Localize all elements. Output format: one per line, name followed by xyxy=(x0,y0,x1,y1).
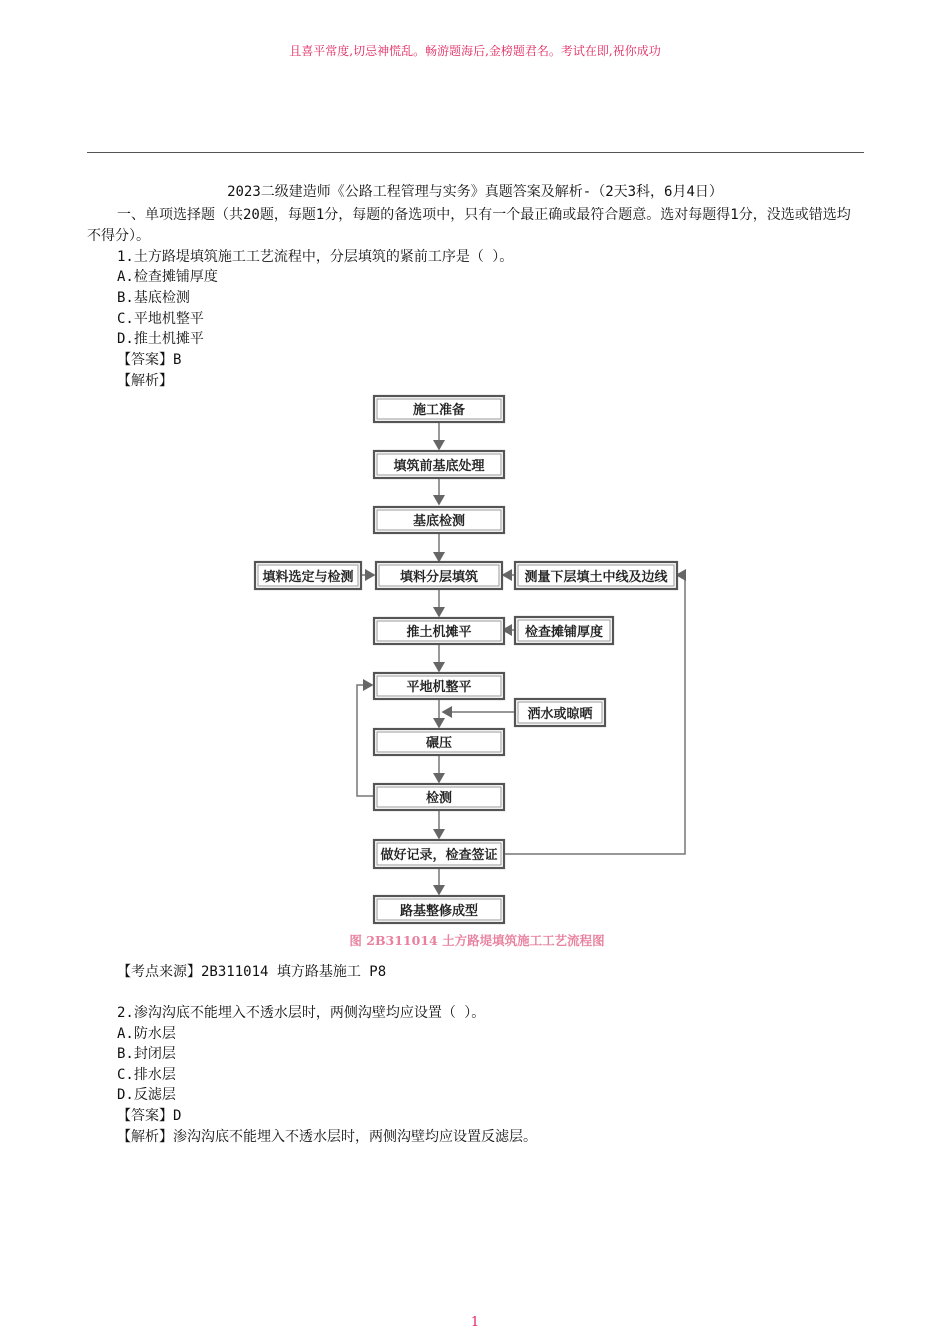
q1-option-a: A.检查摊铺厚度 xyxy=(117,269,218,285)
q1-option-c: C.平地机整平 xyxy=(117,311,204,327)
q2-stem: 2.渗沟沟底不能埋入不透水层时，两侧沟壁均应设置（ ）。 xyxy=(117,1005,486,1021)
header-motto: 且喜平常度,切忌神慌乱。畅游题海后,金榜题君名。考试在即,祝你成功 xyxy=(289,44,661,58)
q2-analysis: 【解析】渗沟沟底不能埋入不透水层时，两侧沟壁均应设置反滤层。 xyxy=(117,1129,537,1145)
document-title: 2023二级建造师《公路工程管理与实务》真题答案及解析-（2天3科，6月4日） xyxy=(227,184,723,200)
flow-node-label: 做好记录，检查签证 xyxy=(380,848,498,863)
flow-node-layer-fill xyxy=(376,562,502,589)
flow-node-roll xyxy=(374,729,504,755)
flow-node-label: 检测 xyxy=(425,791,453,806)
q2-option-c: C.排水层 xyxy=(117,1067,176,1083)
section-intro: 一、单项选择题（共20题，每题1分，每题的备选项中，只有一个最正确或最符合题意。选对每题得1分，没选或错选均不得分）。 xyxy=(87,207,851,244)
flow-node-label: 填料选定与检测 xyxy=(262,570,354,585)
flow-node-label: 填料分层填筑 xyxy=(399,570,479,585)
flowchart-caption: 图 2B311014 土方路堤填筑施工工艺流程图 xyxy=(349,933,605,948)
q2-option-b: B.封闭层 xyxy=(117,1046,176,1062)
q2-option-a: A.防水层 xyxy=(117,1026,176,1042)
connector xyxy=(357,685,374,796)
q1-stem: 1.土方路堤填筑施工工艺流程中，分层填筑的紧前工序是（ ）。 xyxy=(117,249,514,265)
flow-node-base-treatment xyxy=(374,451,504,478)
flowchart-figure xyxy=(237,388,711,951)
q2-option-d: D.反滤层 xyxy=(117,1087,176,1103)
flow-node-water xyxy=(515,699,605,726)
flow-node-label: 检查摊铺厚度 xyxy=(524,625,604,640)
header-divider xyxy=(87,152,864,153)
flow-node-label: 推土机摊平 xyxy=(406,625,472,640)
q2-answer: 【答案】D xyxy=(117,1108,182,1124)
q1-answer: 【答案】B xyxy=(117,352,182,368)
flow-node-label: 施工准备 xyxy=(412,403,466,418)
flow-node-thickness xyxy=(515,617,613,644)
flow-node-label: 测量下层填土中线及边线 xyxy=(524,570,668,585)
flow-node-survey xyxy=(515,562,677,589)
flow-node-dozer xyxy=(374,618,504,644)
flow-node-grader xyxy=(374,673,504,699)
q1-source: 【考点来源】2B311014 填方路基施工 P8 xyxy=(117,964,387,980)
flow-node-base-check xyxy=(374,507,504,533)
q1-option-b: B.基底检测 xyxy=(117,290,190,306)
flow-node-label: 路基整修成型 xyxy=(399,904,479,919)
flow-node-finish xyxy=(374,896,504,923)
flow-node-prep xyxy=(374,396,504,422)
flow-node-label: 基底检测 xyxy=(412,514,466,529)
flow-node-inspect xyxy=(374,784,504,810)
flow-node-material xyxy=(255,562,361,589)
flow-node-label: 碾压 xyxy=(425,736,453,751)
flow-node-record xyxy=(374,840,504,868)
q1-analysis-label: 【解析】 xyxy=(117,373,173,389)
flow-node-label: 平地机整平 xyxy=(406,680,472,695)
q1-option-d: D.推土机摊平 xyxy=(117,331,204,347)
flow-node-label: 填筑前基底处理 xyxy=(393,459,485,474)
flow-node-label: 洒水或晾晒 xyxy=(527,707,593,722)
page-number: 1 xyxy=(470,1315,480,1330)
